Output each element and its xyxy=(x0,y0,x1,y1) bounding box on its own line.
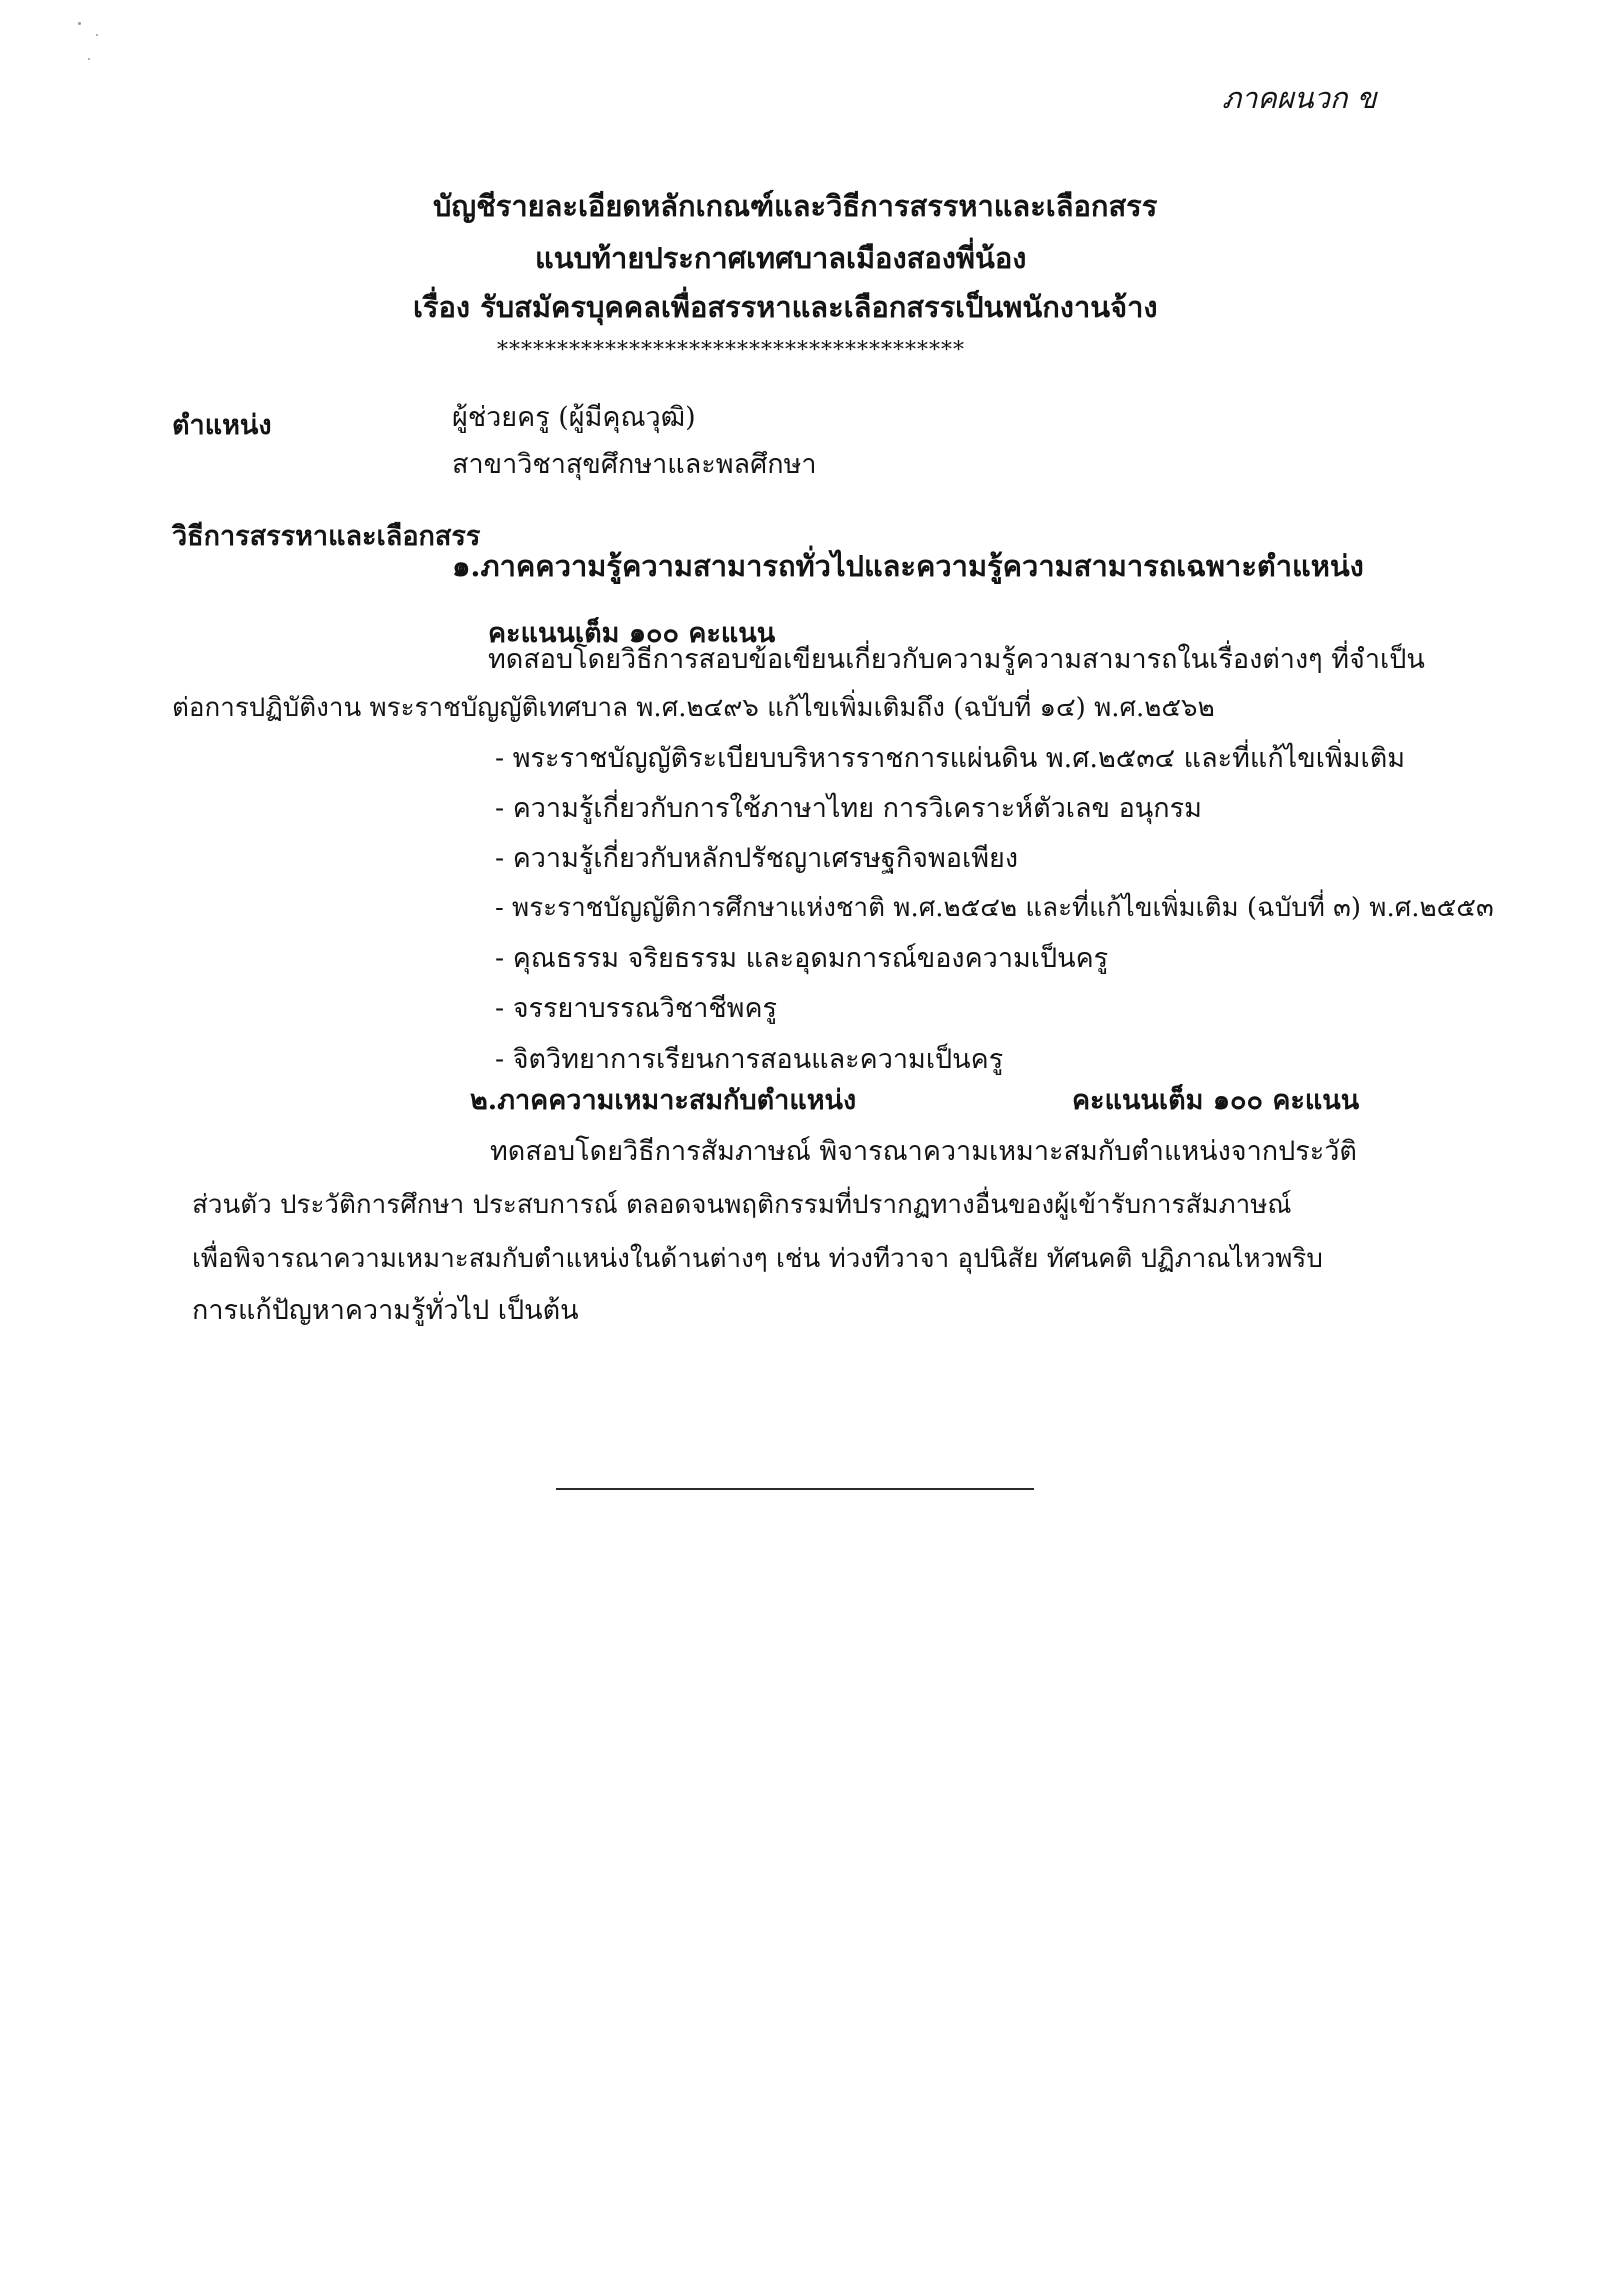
part1-item: - พระราชบัญญัติระเบียบบริหารราชการแผ่นดิน พ.ศ.๒๕๓๔ และที่แก้ไขเพิ่มเติม xyxy=(495,743,1406,774)
method-heading: วิธีการสรรหาและเลือกสรร xyxy=(172,521,481,552)
closing-rule xyxy=(556,1488,1034,1490)
title-line-3: เรื่อง รับสมัครบุคคลเพื่อสรรหาและเลือกสรรเป็นพนักงานจ้าง xyxy=(413,290,1158,324)
part1-item: - พระราชบัญญัติการศึกษาแห่งชาติ พ.ศ.๒๕๔๒ และที่แก้ไขเพิ่มเติม (ฉบับที่ ๓) พ.ศ.๒๕๕๓ xyxy=(495,893,1494,923)
part2-desc-line: การแก้ปัญหาความรู้ทั่วไป เป็นต้น xyxy=(192,1295,579,1326)
position-field: สาขาวิชาสุขศึกษาและพลศึกษา xyxy=(452,449,817,480)
scan-speck xyxy=(78,22,81,25)
part1-item: - ความรู้เกี่ยวกับหลักปรัชญาเศรษฐกิจพอเพียง xyxy=(495,843,1019,874)
part1-heading: ๑.ภาคความรู้ความสามารถทั่วไปและความรู้ความสามารถเฉพาะตำแหน่ง xyxy=(452,549,1364,583)
part1-item: - ความรู้เกี่ยวกับการใช้ภาษาไทย การวิเคราะห์ตัวเลข อนุกรม xyxy=(495,793,1202,824)
part1-item: - จรรยาบรรณวิชาชีพครู xyxy=(495,993,778,1024)
title-separator: *************************************** xyxy=(497,338,965,363)
scan-speck xyxy=(96,34,98,36)
part2-desc-line: ทดสอบโดยวิธีการสัมภาษณ์ พิจารณาความเหมาะสมกับตำแหน่งจากประวัติ xyxy=(490,1136,1357,1167)
position-label: ตำแหน่ง xyxy=(172,410,272,441)
part1-score: คะแนนเต็ม ๑๐๐ คะแนน xyxy=(488,618,776,649)
part2-desc-line: ส่วนตัว ประวัติการศึกษา ประสบการณ์ ตลอดจนพฤติกรรมที่ปรากฏทางอื่นของผู้เข้ารับการสัมภาษณ์ xyxy=(192,1190,1292,1220)
part1-item: - คุณธรรม จริยธรรม และอุดมการณ์ของความเป็นครู xyxy=(495,943,1109,974)
part2-score: คะแนนเต็ม ๑๐๐ คะแนน xyxy=(1072,1085,1360,1116)
position-value: ผู้ช่วยครู (ผู้มีคุณวุฒิ) xyxy=(452,402,696,433)
scan-speck xyxy=(88,58,90,60)
appendix-label: ภาคผนวก ข xyxy=(1222,81,1377,115)
title-line-1: บัญชีรายละเอียดหลักเกณฑ์และวิธีการสรรหาและเลือกสรร xyxy=(433,189,1158,223)
part1-item: - จิตวิทยาการเรียนการสอนและความเป็นครู xyxy=(495,1044,1004,1075)
part1-desc-line1: ทดสอบโดยวิธีการสอบข้อเขียนเกี่ยวกับความรู้ความสามารถในเรื่องต่างๆ ที่จำเป็น xyxy=(488,644,1425,675)
part2-desc-line: เพื่อพิจารณาความเหมาะสมกับตำแหน่งในด้านต่างๆ เช่น ท่วงทีวาจา อุปนิสัย ทัศนคติ ปฏิภาณไหวพริบ xyxy=(192,1244,1323,1274)
part1-desc-line2: ต่อการปฏิบัติงาน พระราชบัญญัติเทศบาล พ.ศ.๒๔๙๖ แก้ไขเพิ่มเติมถึง (ฉบับที่ ๑๔) พ.ศ.๒๕๖๒ xyxy=(172,693,1215,723)
title-line-2: แนบท้ายประกาศเทศบาลเมืองสองพี่น้อง xyxy=(535,241,1027,275)
part2-heading: ๒.ภาคความเหมาะสมกับตำแหน่ง xyxy=(470,1085,857,1116)
